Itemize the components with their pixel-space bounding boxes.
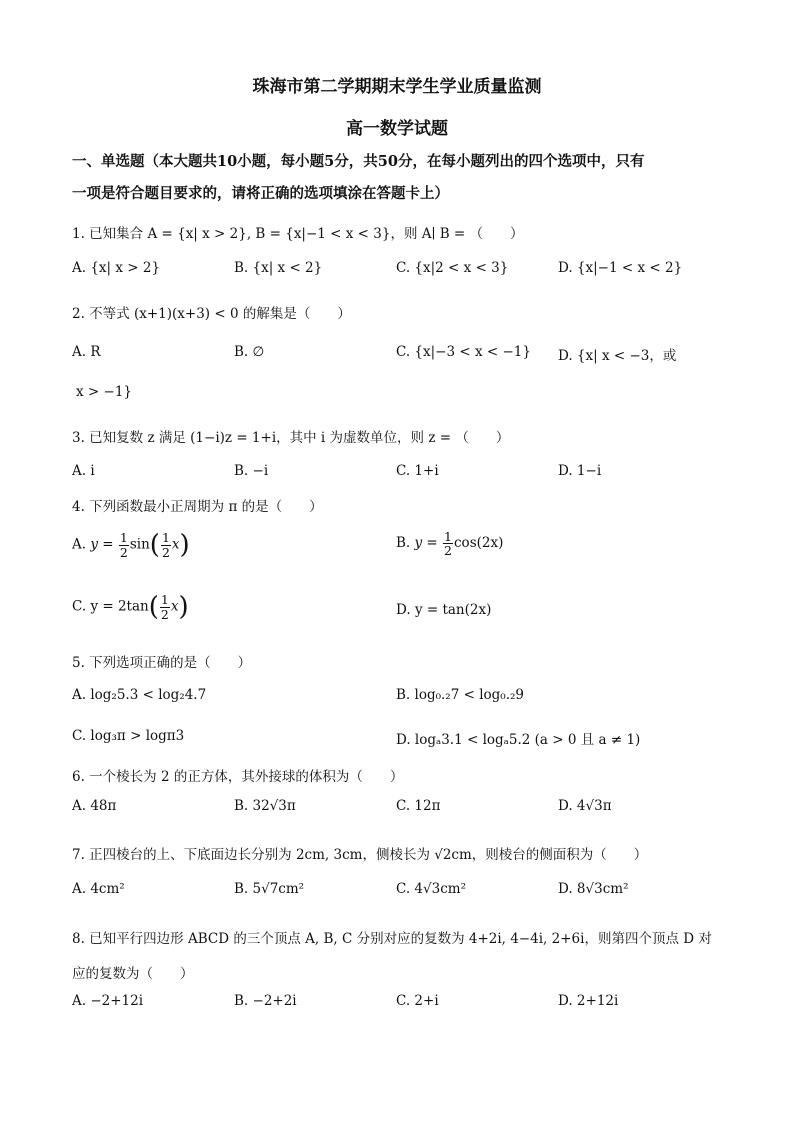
question-1-stem: 1. 已知集合 A = {x| x > 2}, B = {x|−1 < x < 3}，则 A∣ B = （ ） (72, 226, 524, 242)
option-a-label: A. (72, 536, 87, 553)
question-8-stem: 8. 已知平行四边形 ABCD 的三个顶点 A, B, C 分别对应的复数为 4+2i, 4−4i, 2+6i，则第四个顶点 D 对 (72, 931, 712, 947)
question-3-option-c[interactable]: C. 1+i (396, 463, 439, 479)
option-d-label: D. (396, 602, 411, 618)
question-8-option-b[interactable]: B. −2+2i (234, 993, 297, 1009)
question-6-stem: 6. 一个棱长为 2 的正方体，其外接球的体积为（ ） (72, 769, 404, 785)
question-1-option-c[interactable]: C. {x|2 < x < 3} (396, 260, 509, 276)
question-5-option-c[interactable]: C. log₃π > logπ3 (72, 728, 185, 744)
option-a-arg-fraction: $\frac{1}{2}$ (161, 530, 170, 560)
question-7-option-d[interactable]: D. 8√3cm² (558, 881, 629, 897)
question-7-option-c[interactable]: C. 4√3cm² (396, 881, 466, 897)
question-6-option-b[interactable]: B. 32√3π (234, 798, 296, 814)
question-4-option-d[interactable] (396, 602, 491, 618)
question-2-option-c[interactable]: C. {x|−3 < x < −1} (396, 344, 531, 360)
page-subtitle: 高一数学试题 (346, 119, 448, 139)
section-heading-line2: 一项是符合题目要求的，请将正确的选项填涂在答题卡上） (72, 185, 449, 202)
question-1-option-d[interactable]: D. {x|−1 < x < 2} (558, 260, 683, 276)
question-3-option-d[interactable]: D. 1−i (558, 463, 602, 479)
question-4-option-a[interactable]: A. y = $\frac{1}{2}$ sin( $\frac{1}{2}$ x) (72, 530, 190, 560)
option-a-lead: y = (90, 536, 118, 553)
option-a-fraction: $\frac{1}{2}$ (119, 530, 128, 560)
question-4-option-b[interactable] (396, 530, 503, 557)
section-heading-line1: 一、单选题（本大题共10小题，每小题5分，共50分，在每小题列出的四个选项中，只有 (72, 153, 645, 170)
option-c-lead: y = 2tan (90, 598, 149, 615)
question-4-stem: 4. 下列函数最小正周期为 π 的是（ ） (72, 499, 323, 515)
question-3-stem: 3. 已知复数 z 满足 (1−i)z = 1+i，其中 i 为虚数单位，则 z = （ ） (72, 430, 510, 446)
question-7-option-b[interactable]: B. 5√7cm² (234, 881, 305, 897)
question-5-option-b[interactable]: B. log₀.₂7 < log₀.₂9 (396, 687, 524, 703)
question-6-option-a[interactable]: A. 48π (72, 798, 117, 814)
option-a-func: sin (129, 536, 150, 553)
question-5-option-a[interactable]: A. log₂5.3 < log₂4.7 (72, 687, 207, 703)
question-5-option-d[interactable]: D. logₐ3.1 < logₐ5.2 (a > 0 且 a ≠ 1) (396, 732, 641, 748)
question-8-option-a[interactable]: A. −2+12i (72, 993, 144, 1009)
question-2-option-a[interactable]: A. R (72, 344, 101, 360)
question-3-option-b[interactable]: B. −i (234, 463, 269, 479)
question-6-option-c[interactable]: C. 12π (396, 798, 441, 814)
option-b-fraction: $\frac{1}{2}$ (444, 529, 452, 559)
question-5-stem: 5. 下列选项正确的是（ ） (72, 655, 252, 671)
question-2-option-d-continuation: x > −1} (76, 384, 132, 400)
question-8-option-c[interactable]: C. 2+i (396, 993, 439, 1009)
question-8-option-d[interactable]: D. 2+12i (558, 993, 619, 1009)
question-2-option-b[interactable]: B. ∅ (234, 344, 265, 360)
question-4-option-c[interactable]: C. y = 2tan( $\frac{1}{2}$ x) (72, 592, 189, 622)
question-7-stem: 7. 正四棱台的上、下底面边长分别为 2cm, 3cm，侧棱长为 √2cm，则棱台的侧面积为（ ） (72, 847, 648, 863)
page-title: 珠海市第二学期期末学生学业质量监测 (252, 77, 542, 97)
option-b-func: cos(2x) (454, 535, 504, 552)
question-1-option-a[interactable]: A. {x| x > 2} (72, 260, 161, 276)
question-2-stem: 2. 不等式 (x+1)(x+3) < 0 的解集是（ ） (72, 306, 351, 322)
question-1-option-b[interactable]: B. {x| x < 2} (234, 260, 323, 276)
option-b-label: B. (396, 535, 411, 552)
question-3-option-a[interactable]: A. i (72, 463, 95, 479)
option-c-label: C. (72, 598, 87, 615)
question-8-stem-continuation: 应的复数为（ ） (72, 966, 194, 982)
question-6-option-d[interactable]: D. 4√3π (558, 798, 612, 814)
question-7-option-a[interactable]: A. 4cm² (72, 881, 125, 897)
question-2-option-d[interactable]: D. {x| x < −3，或 (558, 348, 677, 364)
option-d-expr: y = tan(2x) (414, 602, 492, 618)
option-c-arg-fraction: $\frac{1}{2}$ (160, 592, 169, 622)
option-b-lead: y = (414, 535, 443, 552)
